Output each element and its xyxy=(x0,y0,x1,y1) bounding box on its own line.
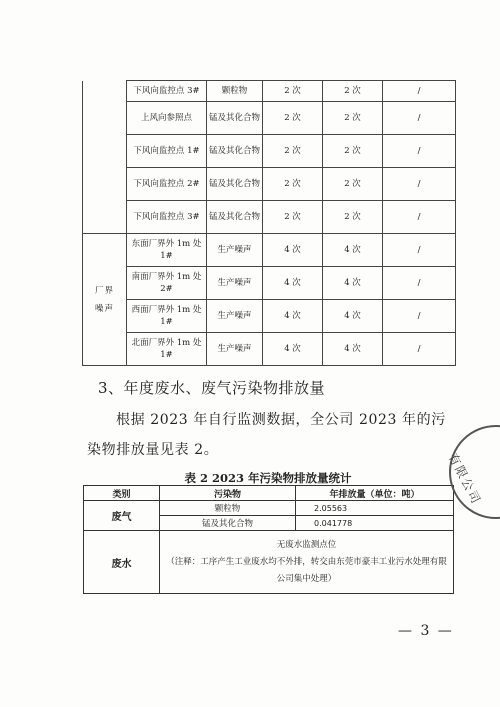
table-row xyxy=(83,201,456,234)
frequency-a: 2 次 xyxy=(263,168,323,201)
table-row xyxy=(84,531,454,594)
monitoring-point: 东面厂界外 1m 处 1# xyxy=(127,234,207,267)
section-heading: 3、年度废水、废气污染物排放量 xyxy=(98,379,326,397)
remark: / xyxy=(383,234,456,267)
table-header-row xyxy=(84,486,454,501)
page-number: — 3 — xyxy=(398,623,454,639)
remark: / xyxy=(383,168,456,201)
monitoring-point: 北面厂界外 1m 处 1# xyxy=(127,333,207,366)
amount: 0.041778 xyxy=(296,516,454,531)
monitoring-item: 生产噪声 xyxy=(207,300,263,333)
frequency-b: 2 次 xyxy=(323,81,383,102)
header-pollutant: 污染物 xyxy=(160,486,296,501)
pollutant: 颗粒物 xyxy=(160,501,296,516)
category-water: 废水 xyxy=(84,531,160,594)
remark: / xyxy=(383,81,456,102)
table-caption: 表 2 2023 年污染物排放量统计 xyxy=(184,471,352,485)
monitoring-point: 南面厂界外 1m 处 2# xyxy=(127,267,207,300)
monitoring-point: 下风向监控点 3# xyxy=(127,81,207,102)
frequency-a: 4 次 xyxy=(263,333,323,366)
pollutant: 锰及其化合物 xyxy=(160,516,296,531)
monitoring-point: 上风向参照点 xyxy=(127,102,207,135)
category-gas: 废气 xyxy=(84,501,160,531)
section-paragraph: 根据 2023 年自行监测数据，全公司 2023 年的污染物排放量见表 2。 xyxy=(87,412,446,458)
water-note-line2: （注释：工序产生工业废水均不外排，转交由东莞市豪丰工业污水处理有限公司集中处理） xyxy=(166,556,447,584)
table-row xyxy=(83,267,456,300)
frequency-a: 4 次 xyxy=(263,234,323,267)
frequency-a: 4 次 xyxy=(263,267,323,300)
frequency-b: 2 次 xyxy=(323,201,383,234)
monitoring-point: 下风向监控点 2# xyxy=(127,168,207,201)
remark: / xyxy=(383,102,456,135)
remark: / xyxy=(383,201,456,234)
remark: / xyxy=(383,267,456,300)
table-row xyxy=(84,501,454,516)
monitoring-point: 下风向监控点 1# xyxy=(127,135,207,168)
monitoring-item: 颗粒物 xyxy=(207,81,263,102)
monitoring-point: 下风向监控点 3# xyxy=(127,201,207,234)
water-note-cell xyxy=(160,531,454,594)
header-category: 类别 xyxy=(84,486,160,501)
water-note-line1: 无废水监测点位 xyxy=(276,539,337,550)
frequency-a: 2 次 xyxy=(263,135,323,168)
frequency-b: 2 次 xyxy=(323,168,383,201)
table-row xyxy=(83,81,456,102)
monitoring-item: 生产噪声 xyxy=(207,234,263,267)
table-row xyxy=(83,102,456,135)
table-row xyxy=(83,333,456,366)
noise-category-label: 厂界噪声 xyxy=(94,285,114,314)
monitoring-plan-table xyxy=(82,80,456,366)
frequency-a: 2 次 xyxy=(263,81,323,102)
monitoring-item: 锰及其化合物 xyxy=(207,201,263,234)
company-seal-text: 有限公司 xyxy=(445,450,484,508)
category-cell-noise xyxy=(83,234,127,366)
frequency-b: 4 次 xyxy=(323,267,383,300)
frequency-a: 2 次 xyxy=(263,102,323,135)
table-row xyxy=(83,300,456,333)
monitoring-item: 锰及其化合物 xyxy=(207,168,263,201)
frequency-b: 4 次 xyxy=(323,333,383,366)
frequency-b: 4 次 xyxy=(323,300,383,333)
frequency-a: 4 次 xyxy=(263,300,323,333)
remark: / xyxy=(383,300,456,333)
table-row xyxy=(83,168,456,201)
category-cell-continued xyxy=(83,81,127,234)
monitoring-point: 西面厂界外 1m 处 1# xyxy=(127,300,207,333)
remark: / xyxy=(383,135,456,168)
table-row xyxy=(83,135,456,168)
frequency-b: 4 次 xyxy=(323,234,383,267)
monitoring-item: 生产噪声 xyxy=(207,333,263,366)
frequency-b: 2 次 xyxy=(323,102,383,135)
emission-table xyxy=(83,485,454,594)
frequency-a: 2 次 xyxy=(263,201,323,234)
frequency-b: 2 次 xyxy=(323,135,383,168)
monitoring-item: 锰及其化合物 xyxy=(207,135,263,168)
amount: 2.05563 xyxy=(296,501,454,516)
monitoring-item: 锰及其化合物 xyxy=(207,102,263,135)
table-row xyxy=(83,234,456,267)
monitoring-item: 生产噪声 xyxy=(207,267,263,300)
remark: / xyxy=(383,333,456,366)
header-amount: 年排放量（单位：吨） xyxy=(296,486,454,501)
